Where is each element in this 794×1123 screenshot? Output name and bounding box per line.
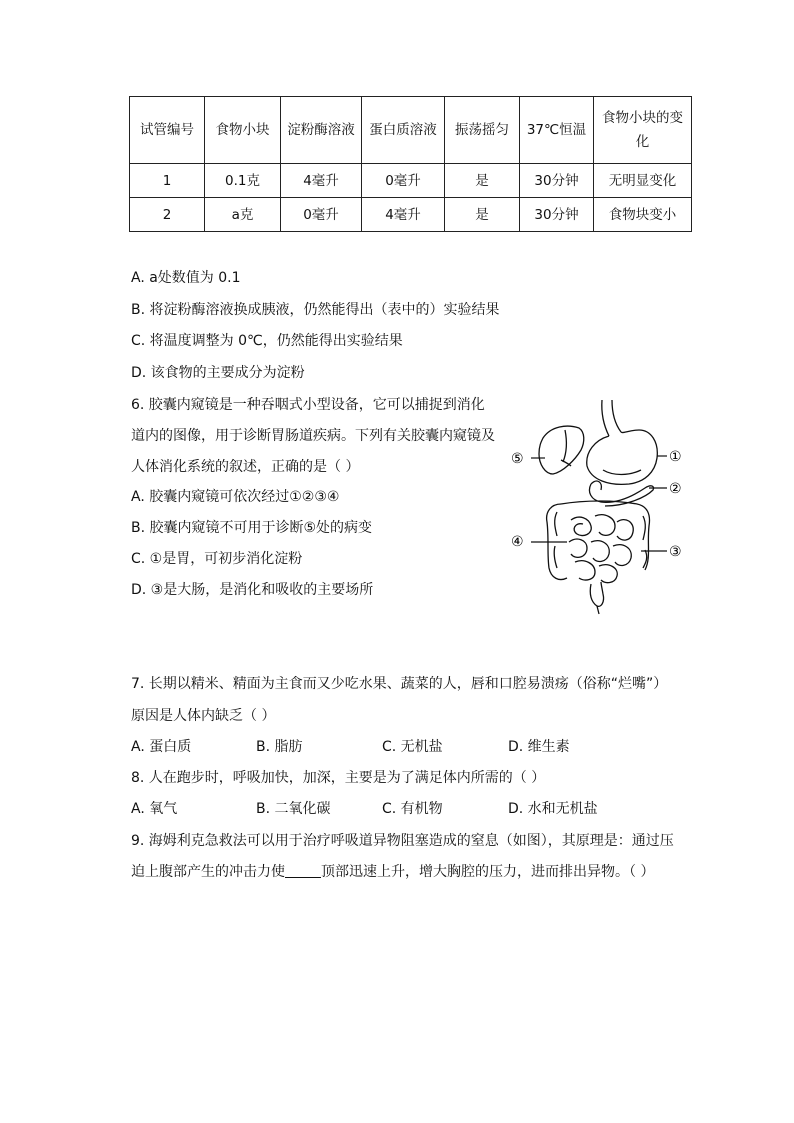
table-cell: 4毫升 bbox=[362, 198, 445, 232]
table-cell: 4毫升 bbox=[281, 164, 362, 198]
q7-option-a: A. 蛋白质 bbox=[131, 739, 192, 755]
table-cell: 食物块变小 bbox=[594, 198, 692, 232]
q9-text-after-blank: 顶部迅速上升，增大胸腔的压力，进而排出异物。（ ） bbox=[321, 864, 655, 880]
diagram-label-5: ⑤ bbox=[511, 451, 524, 467]
q8-option-a: A. 氧气 bbox=[131, 801, 178, 817]
q6-option-a: A. 胶囊内窥镜可依次经过①②③④ bbox=[131, 489, 340, 505]
table-header-cell: 37℃恒温 bbox=[520, 97, 594, 164]
diagram-label-3: ③ bbox=[669, 544, 682, 560]
table-cell: 1 bbox=[130, 164, 205, 198]
table-cell: 是 bbox=[445, 198, 520, 232]
q9-text-before-blank: 迫上腹部产生的冲击力使 bbox=[131, 864, 285, 880]
q5-option-c: C. 将温度调整为 0℃，仍然能得出实验结果 bbox=[131, 333, 403, 349]
table-cell: 30分钟 bbox=[520, 198, 594, 232]
q6-option-c: C. ①是胃，可初步消化淀粉 bbox=[131, 551, 303, 567]
table-header-cell: 食物小块的变化 bbox=[594, 97, 692, 164]
table-header-cell: 试管编号 bbox=[130, 97, 205, 164]
table-header-row bbox=[130, 97, 692, 164]
q7-option-b: B. 脂肪 bbox=[256, 739, 303, 755]
q5-option-a: A. a处数值为 0.1 bbox=[131, 270, 241, 286]
q5-option-d: D. 该食物的主要成分为淀粉 bbox=[131, 365, 305, 381]
q8-option-c: C. 有机物 bbox=[382, 801, 443, 817]
digestive-organs-drawing bbox=[539, 400, 657, 614]
q7-option-d: D. 维生素 bbox=[508, 739, 570, 755]
q6-stem-line: 道内的图像，用于诊断胃肠道疾病。下列有关胶囊内窥镜及 bbox=[131, 428, 495, 444]
table-cell: 0毫升 bbox=[362, 164, 445, 198]
table-cell: a克 bbox=[205, 198, 281, 232]
diagram-label-2: ② bbox=[669, 481, 682, 497]
q8-stem-line: 8. 人在跑步时，呼吸加快，加深，主要是为了满足体内所需的（ ） bbox=[131, 770, 546, 786]
table-header-cell: 振荡摇匀 bbox=[445, 97, 520, 164]
table-header-cell: 食物小块 bbox=[205, 97, 281, 164]
q7-stem-line: 7. 长期以精米、精面为主食而又少吃水果、蔬菜的人，唇和口腔易溃疡（俗称“烂嘴”） bbox=[131, 676, 668, 692]
q8-option-d: D. 水和无机盐 bbox=[508, 801, 598, 817]
experiment-table bbox=[129, 96, 692, 232]
table-row bbox=[130, 198, 692, 232]
table-cell: 无明显变化 bbox=[594, 164, 692, 198]
diagram-label-1: ① bbox=[669, 449, 682, 465]
fill-in-blank bbox=[285, 863, 321, 878]
table-header-cell: 蛋白质溶液 bbox=[362, 97, 445, 164]
table-cell: 0.1克 bbox=[205, 164, 281, 198]
table-cell: 0毫升 bbox=[281, 198, 362, 232]
q8-option-b: B. 二氧化碳 bbox=[256, 801, 331, 817]
table-header-cell: 淀粉酶溶液 bbox=[281, 97, 362, 164]
digestive-system-diagram bbox=[505, 396, 705, 618]
q7-option-c: C. 无机盐 bbox=[382, 739, 443, 755]
q9-stem-line-2 bbox=[131, 862, 654, 882]
q6-option-b: B. 胶囊内窥镜不可用于诊断⑤处的病变 bbox=[131, 520, 373, 536]
q9-stem-line: 9. 海姆利克急救法可以用于治疗呼吸道异物阻塞造成的窒息（如图），其原理是：通过压 bbox=[131, 833, 674, 849]
table-row bbox=[130, 164, 692, 198]
q6-stem-line: 6. 胶囊内窥镜是一种吞咽式小型设备，它可以捕捉到消化 bbox=[131, 397, 485, 413]
q6-stem-line: 人体消化系统的叙述，正确的是（ ） bbox=[131, 459, 360, 475]
table-cell: 2 bbox=[130, 198, 205, 232]
diagram-label-4: ④ bbox=[511, 534, 524, 550]
q5-option-b: B. 将淀粉酶溶液换成胰液，仍然能得出（表中的）实验结果 bbox=[131, 302, 500, 318]
q7-stem-line: 原因是人体内缺乏（ ） bbox=[131, 708, 276, 724]
q6-option-d: D. ③是大肠，是消化和吸收的主要场所 bbox=[131, 582, 374, 598]
table-cell: 是 bbox=[445, 164, 520, 198]
table-cell: 30分钟 bbox=[520, 164, 594, 198]
